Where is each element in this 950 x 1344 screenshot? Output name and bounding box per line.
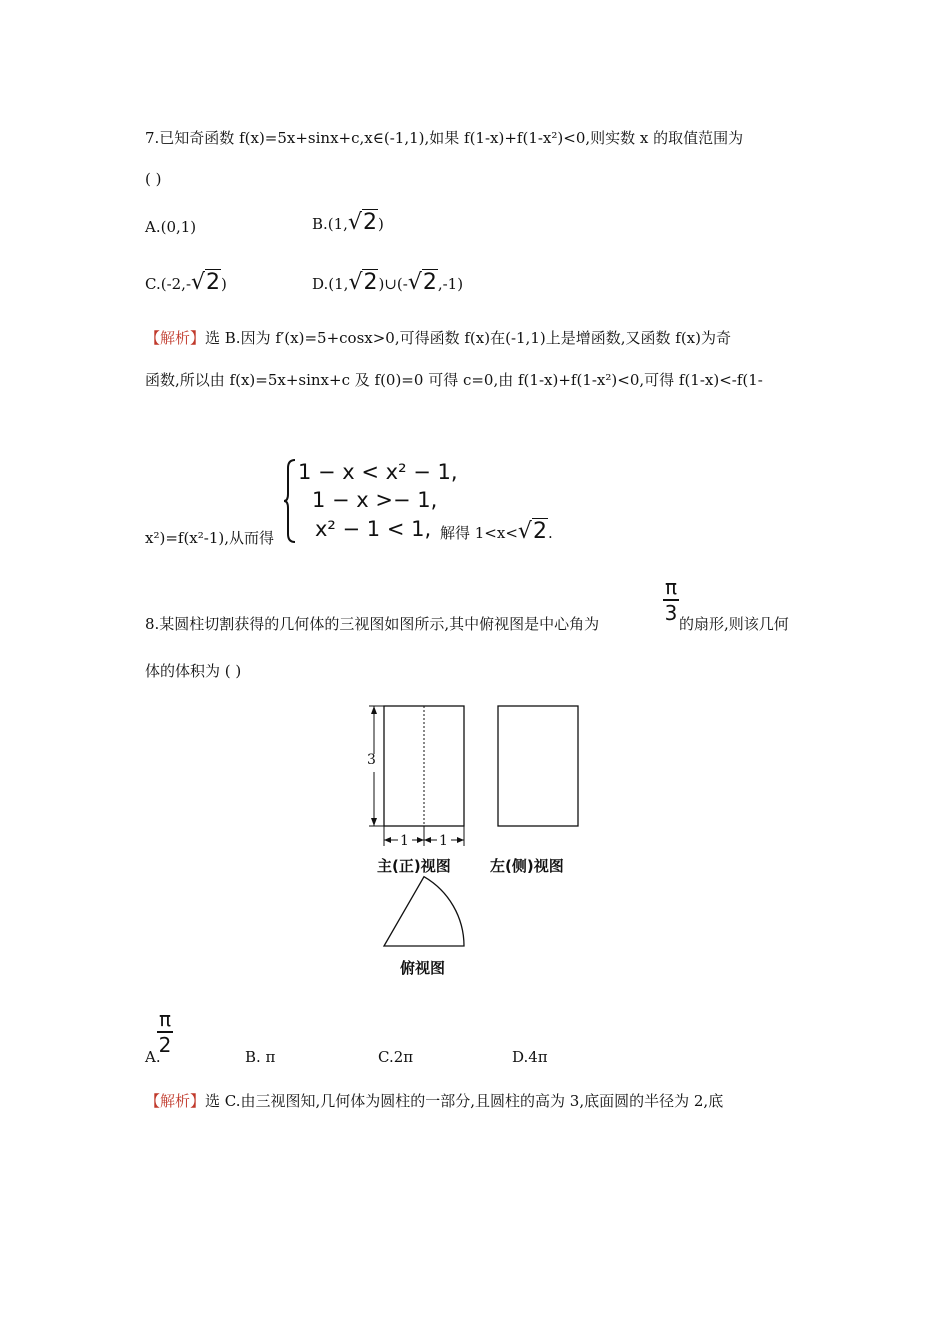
sqrt-symbol: √2 bbox=[407, 270, 437, 295]
sqrt-symbol: √2 bbox=[347, 210, 377, 235]
system-eq-1: 1 − x < x² − 1, bbox=[298, 460, 458, 484]
sqrt-symbol: √2 bbox=[191, 270, 221, 295]
q8-option-c: C.2π bbox=[378, 1048, 414, 1066]
height-label: 3 bbox=[367, 752, 376, 768]
system-brace bbox=[283, 458, 297, 544]
q8-stem-line1-pre: 8.某圆柱切割获得的几何体的三视图如图所示,其中俯视图是中心角为 bbox=[145, 615, 600, 633]
q7-answer-paren: ( ) bbox=[145, 170, 162, 188]
q7-option-b-prefix: B.(1, bbox=[312, 215, 348, 233]
q7-option-a: A.(0,1) bbox=[145, 218, 197, 236]
q8-stem-line2: 体的体积为 ( ) bbox=[145, 662, 242, 680]
width-label-right: 1 bbox=[439, 833, 448, 849]
q8-solution-line1: 【解析】选 C.由三视图知,几何体为圆柱的一部分,且圆柱的高为 3,底面圆的半径为 2,底 bbox=[145, 1092, 724, 1110]
q7-option-c: C.(-2,-√2) bbox=[145, 270, 227, 295]
q7-solution-line2: 函数,所以由 f(x)=5x+sinx+c 及 f(0)=0 可得 c=0,由 f(1-x)+f(1-x²)<0,可得 f(1-x)<-f(1- bbox=[145, 371, 763, 389]
q7-solution-line3-prefix: x²)=f(x²-1),从而得 bbox=[145, 529, 275, 547]
system-eq-3: x² − 1 < 1, bbox=[315, 517, 432, 541]
q7-stem: 7.已知奇函数 f(x)=5x+sinx+c,x∈(-1,1),如果 f(1-x)+f(1-x²)<0,则实数 x 的取值范围为 bbox=[145, 129, 744, 147]
system-eq-2: 1 − x >− 1, bbox=[312, 488, 438, 512]
top-view-sector bbox=[384, 877, 464, 946]
q7-option-d-prefix: D.(1, bbox=[312, 275, 349, 293]
solution-tag: 【解析】 bbox=[145, 1092, 206, 1110]
q8-option-d: D.4π bbox=[512, 1048, 548, 1066]
q7-solution-line1: 【解析】选 B.因为 f′(x)=5+cosx>0,可得函数 f(x)在(-1,1)上是增函数,又函数 f(x)为奇 bbox=[145, 329, 731, 347]
q8-option-a-fraction: $\frac{\pi}{2}$ bbox=[158, 1007, 172, 1057]
sqrt-symbol: √2 bbox=[348, 270, 378, 295]
q8-option-a-prefix: A. bbox=[145, 1048, 161, 1066]
q7-option-d: D.(1,√2)∪(-√2,-1) bbox=[312, 270, 464, 295]
q7-option-b: B.(1,√2) bbox=[312, 210, 384, 235]
solution-tag: 【解析】 bbox=[145, 329, 206, 347]
caption-side-view: 左(侧)视图 bbox=[490, 857, 564, 875]
q7-option-c-prefix: C.(-2,- bbox=[145, 275, 192, 293]
caption-front-view: 主(正)视图 bbox=[377, 857, 451, 875]
width-label-left: 1 bbox=[400, 833, 409, 849]
q8-option-b: B. π bbox=[245, 1048, 276, 1066]
sqrt-symbol: √2 bbox=[517, 519, 547, 544]
q8-stem-line1-post: 的扇形,则该几何 bbox=[679, 615, 789, 633]
q8-fraction-pi-over-3: $\frac{\pi}{3}$ bbox=[664, 575, 678, 625]
caption-top-view: 俯视图 bbox=[400, 959, 446, 977]
three-view-figure bbox=[360, 698, 600, 988]
q7-solution-result: 解得 1<x<√2. bbox=[440, 519, 553, 544]
side-view bbox=[498, 706, 578, 826]
